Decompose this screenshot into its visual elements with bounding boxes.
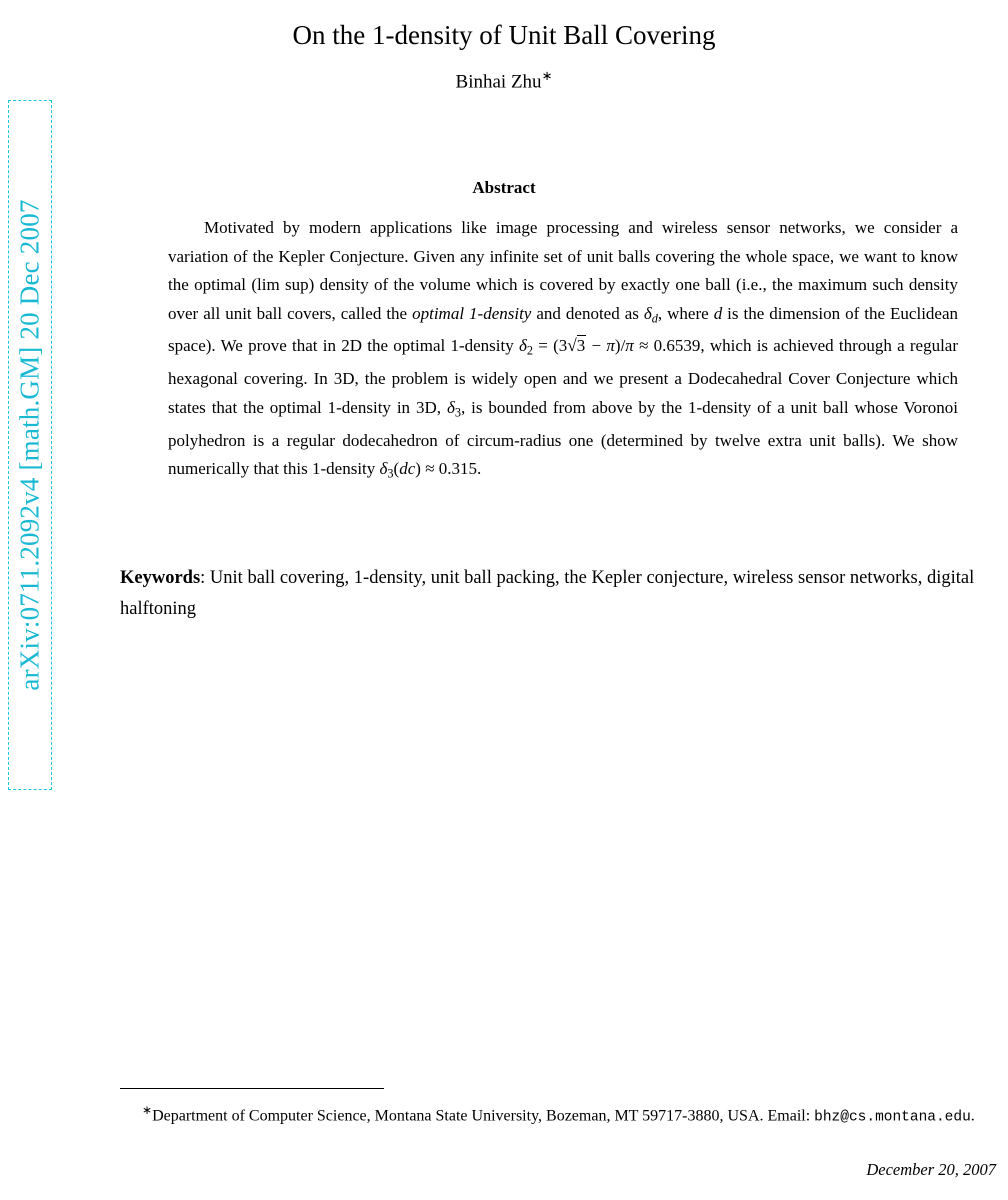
keywords-line [120,563,1008,625]
keywords-label: Keywords [120,568,201,588]
footnote-email-link[interactable]: bhz@cs.montana.edu [814,1109,971,1126]
abstract-body [168,214,958,488]
document-date: December 20, 2007 [866,1160,996,1179]
footnote-trailing-period: . [970,1107,975,1125]
abstract-emphasis-optimal-1-density: optimal 1-density [412,303,532,323]
math-delta-2-equation: $\delta_2 = (3√3 - \pi)/\pi \approx 0.6539$ [518,336,701,358]
abstract-text-part-7: ≈ 0.315. [420,459,482,479]
footnote-block [120,1097,1008,1130]
abstract-text-part-4: is the dimension of the Euclidean space). We prove that in 2D the optimal 1-density [168,303,959,356]
author-footnote-marker: ∗ [541,68,553,83]
math-delta-3: $\delta_3$ [446,397,461,420]
arxiv-identifier-text: arXiv:0711.2092v4 [math.GM] 20 Dec 2007 [14,199,45,691]
abstract-text-part-3: , where [657,303,714,323]
abstract-text-part-1: Motivated by modern applications like image processing and wireless sensor networks, we consider a variation of the Kepler Conjecture. Given any infinite set of unit balls covering the whole space, we want to know the optimal (lim sup) density of the volume which is covered by exactly one ball (i.e., the maximum such density over all unit ball covers, called the [168,218,958,323]
math-delta-3-dc: $\delta_3(dc)$ [379,459,421,481]
page-title: On the 1-density of Unit Ball Covering [292,20,716,51]
footnote-separator-rule [120,1088,384,1089]
author-name: Binhai Zhu [455,71,542,93]
keywords-text: : Unit ball covering, 1-density, unit ball packing, the Kepler conjecture, wireless sensor networks, digital halftoning [120,568,975,619]
footnote-marker: ∗ [142,1103,153,1117]
abstract-text-part-6: , is bounded from above by the 1-density of a unit ball whose Voronoi polyhedron is a regular dodecahedron of circum-radius one (determined by twelve extra unit balls). We show numerically that this 1-density [168,397,958,479]
abstract-text-part-5: , which is achieved through a regular hexagonal covering. In 3D, the problem is widely open and we present a Dodecahedral Cover Conjecture which states that the optimal 1-density in 3D, [168,336,958,417]
author-line [0,68,1008,93]
math-delta-d: $\delta_d$ [643,303,658,325]
footnote-affiliation-text: Department of Computer Science, Montana State University, Bozeman, MT 59717-3880, USA. Email: [152,1107,811,1125]
math-d: d [713,303,723,323]
abstract-text-part-2: and denoted as [531,303,644,323]
abstract-heading: Abstract [472,178,536,197]
